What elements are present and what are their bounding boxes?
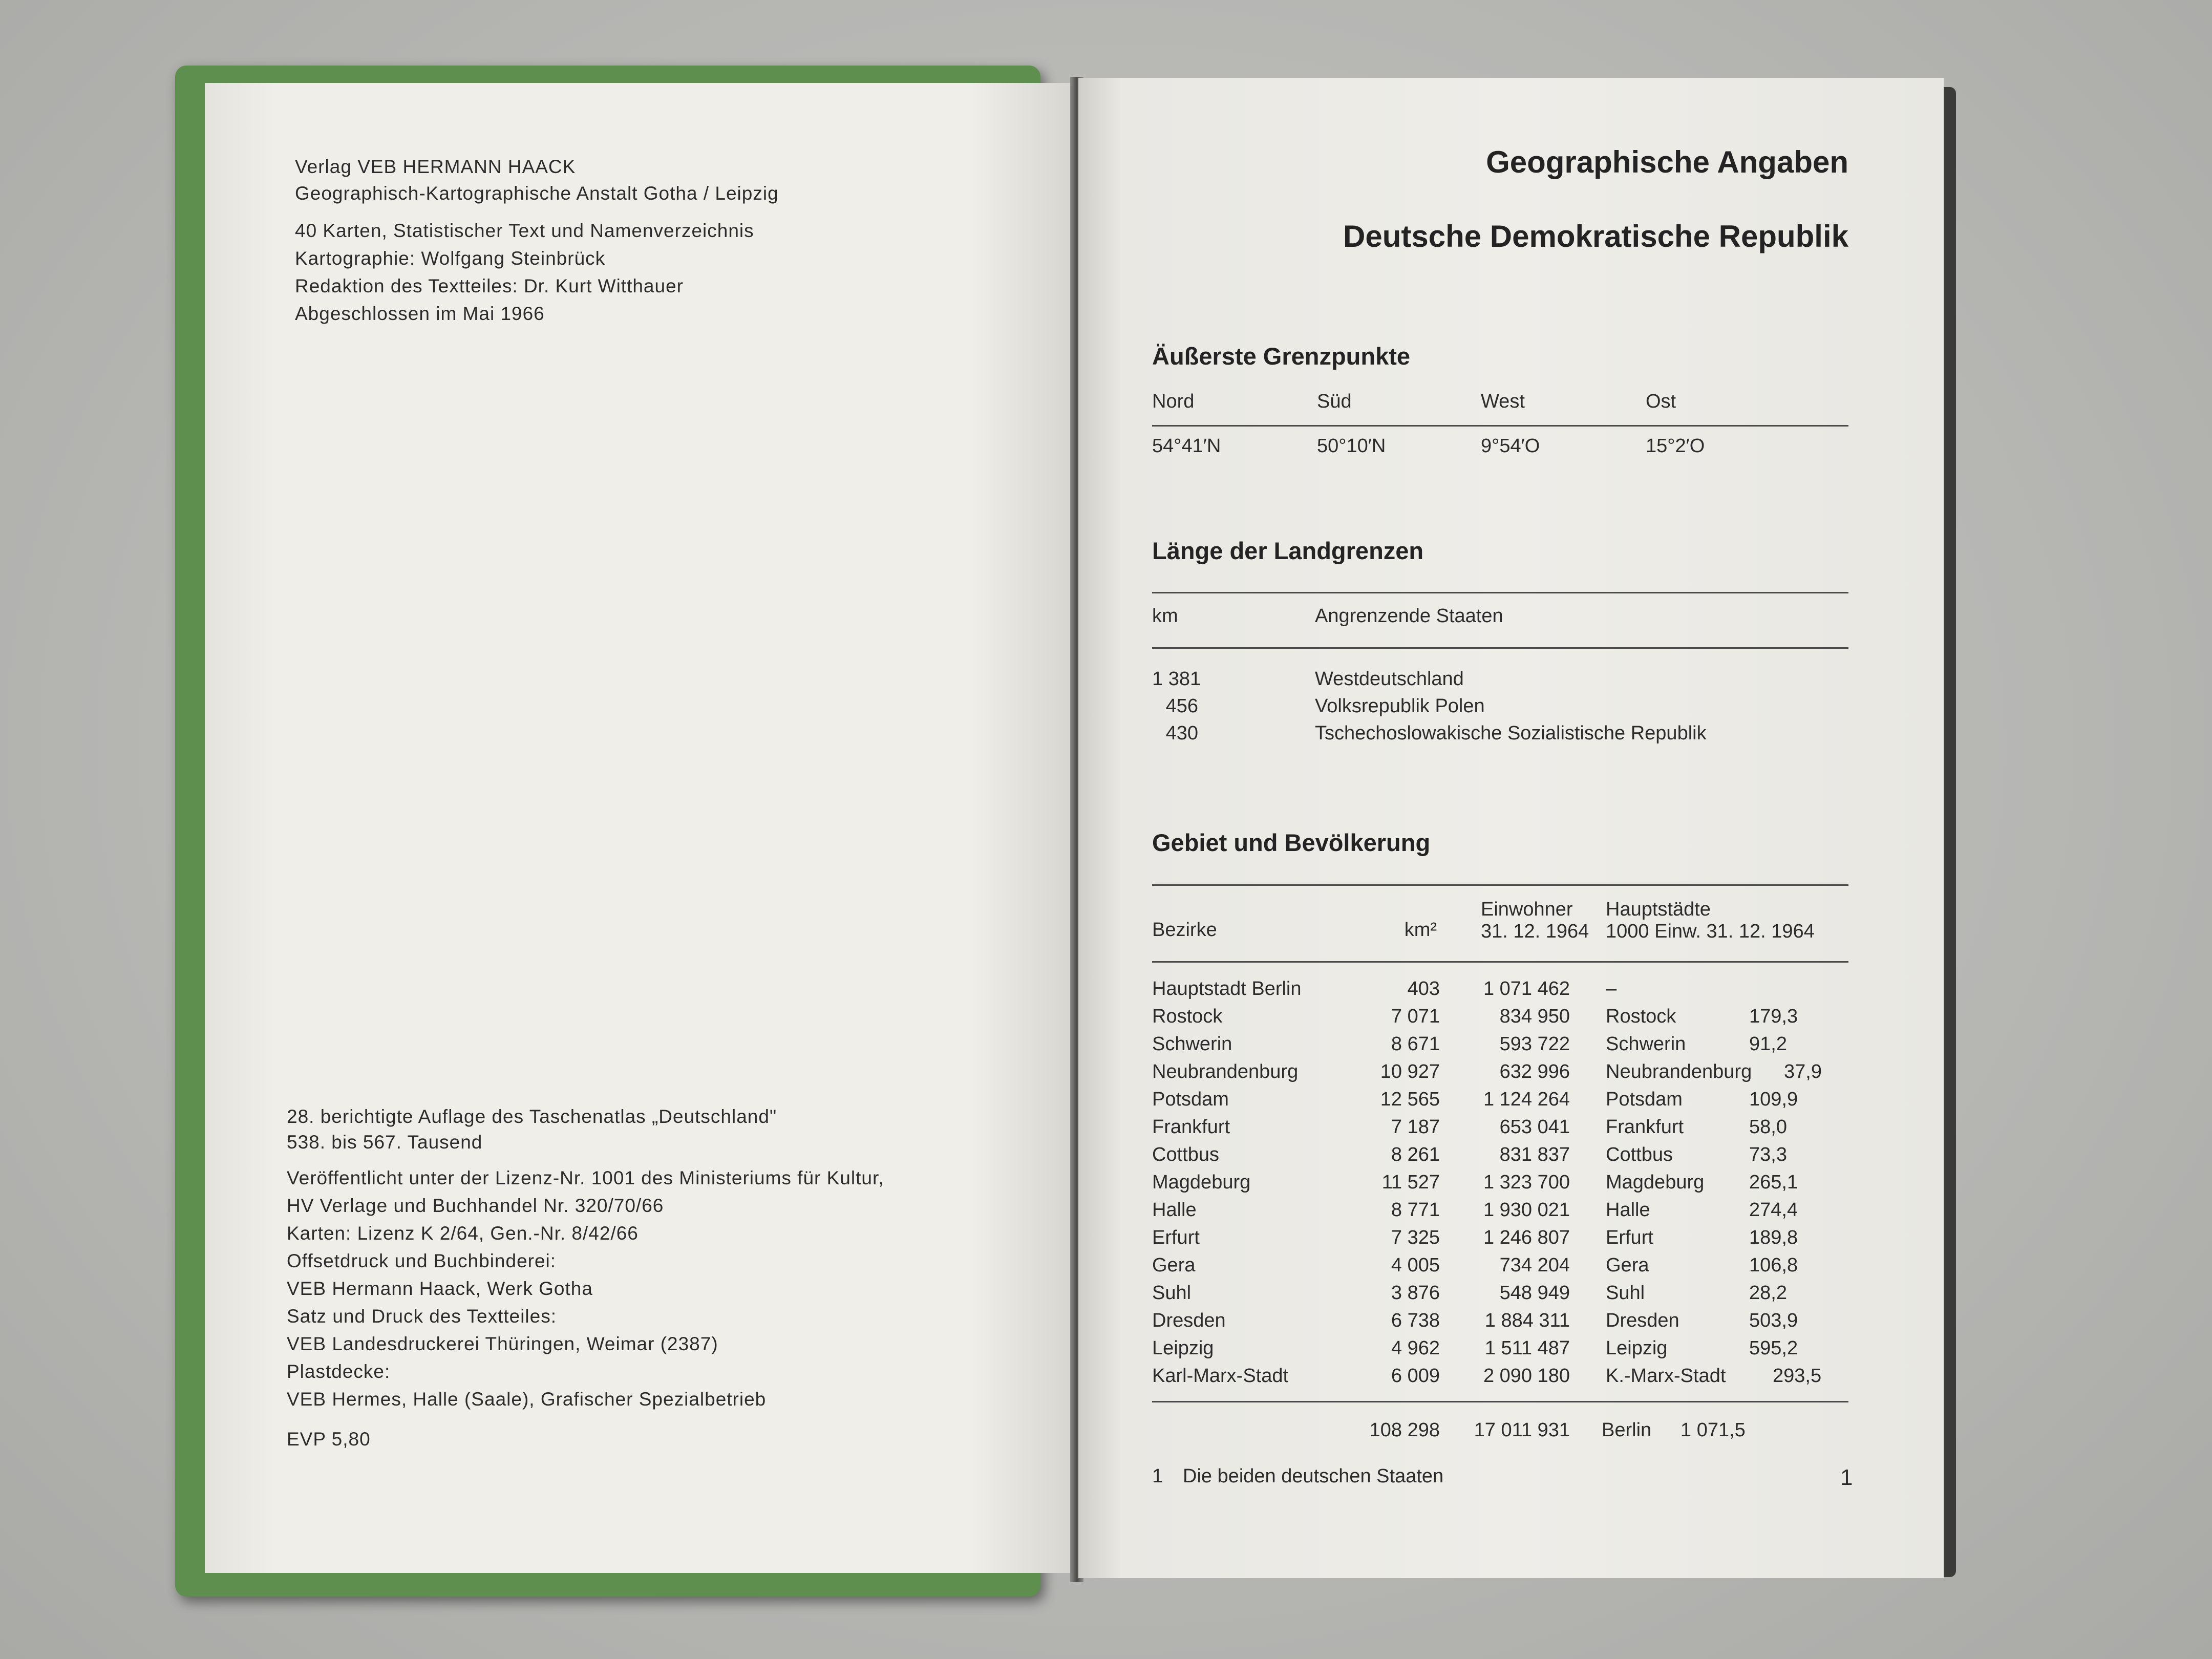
imprint-editor: Redaktion des Textteiles: Dr. Kurt Witthauer bbox=[295, 275, 684, 296]
license-line: VEB Hermes, Halle (Saale), Grafischer Spezialbetrieb bbox=[287, 1389, 767, 1410]
bezirk-name: Cottbus bbox=[1152, 1144, 1219, 1165]
bezirk-einwohner: 632 996 bbox=[1499, 1061, 1570, 1082]
capital-einwohner: 73,3 bbox=[1749, 1144, 1787, 1165]
price: EVP 5,80 bbox=[287, 1429, 371, 1450]
col-bezirke: Bezirke bbox=[1152, 919, 1217, 941]
page-title: Geographische Angaben bbox=[1486, 145, 1848, 179]
capital-einwohner: 274,4 bbox=[1749, 1199, 1798, 1221]
capital-name: Schwerin bbox=[1606, 1033, 1686, 1055]
license-line: Satz und Druck des Textteiles: bbox=[287, 1306, 557, 1327]
license-line: Offsetdruck und Buchbinderei: bbox=[287, 1250, 557, 1271]
capital-name: Gera bbox=[1606, 1254, 1649, 1276]
license-line: Karten: Lizenz K 2/64, Gen.-Nr. 8/42/66 bbox=[287, 1223, 639, 1244]
bezirk-km2: 11 527 bbox=[1381, 1172, 1440, 1193]
bezirk-einwohner: 1 071 462 bbox=[1483, 978, 1570, 999]
rule bbox=[1152, 425, 1848, 427]
bezirk-name: Erfurt bbox=[1152, 1227, 1200, 1248]
bezirk-einwohner: 1 323 700 bbox=[1483, 1172, 1570, 1193]
bezirk-name: Neubrandenburg bbox=[1152, 1061, 1299, 1082]
bezirk-km2: 3 876 bbox=[1391, 1282, 1440, 1304]
bezirk-name: Dresden bbox=[1152, 1310, 1226, 1331]
border-state: Volksrepublik Polen bbox=[1315, 695, 1485, 717]
bezirk-einwohner: 593 722 bbox=[1499, 1033, 1570, 1055]
imprint-cartography: Kartographie: Wolfgang Steinbrück bbox=[295, 248, 606, 269]
capital-name: Magdeburg bbox=[1606, 1172, 1705, 1193]
bezirk-name: Rostock bbox=[1152, 1006, 1223, 1027]
bezirk-einwohner: 1 511 487 bbox=[1484, 1337, 1570, 1359]
footnote-text: Die beiden deutschen Staaten bbox=[1183, 1465, 1444, 1487]
col-hauptstaedte: Hauptstädte bbox=[1606, 899, 1711, 920]
bezirk-name: Leipzig bbox=[1152, 1337, 1214, 1359]
value-west: 9°54′O bbox=[1481, 435, 1540, 457]
bezirk-km2: 7 187 bbox=[1391, 1116, 1440, 1138]
bezirk-km2: 403 bbox=[1407, 978, 1440, 999]
capital-name: Frankfurt bbox=[1606, 1116, 1684, 1138]
bezirk-einwohner: 1 124 264 bbox=[1483, 1089, 1570, 1110]
license-line: HV Verlage und Buchhandel Nr. 320/70/66 bbox=[287, 1195, 664, 1216]
bezirk-km2: 6 738 bbox=[1391, 1310, 1440, 1331]
capital-name: Halle bbox=[1606, 1199, 1650, 1221]
capital-name: Neubrandenburg bbox=[1606, 1061, 1752, 1082]
capital-name: Leipzig bbox=[1606, 1337, 1668, 1359]
rule bbox=[1152, 961, 1848, 963]
capital-name: Dresden bbox=[1606, 1310, 1679, 1331]
capital-name: Potsdam bbox=[1606, 1089, 1683, 1110]
bezirk-name: Schwerin bbox=[1152, 1033, 1232, 1055]
edition-count: 538. bis 567. Tausend bbox=[287, 1132, 483, 1153]
bezirk-km2: 12 565 bbox=[1380, 1089, 1440, 1110]
imprint-institute: Geographisch-Kartographische Anstalt Gotha / Leipzig bbox=[295, 183, 779, 204]
section-heading-grenzpunkte: Äußerste Grenzpunkte bbox=[1152, 343, 1411, 370]
value-nord: 54°41′N bbox=[1152, 435, 1221, 457]
col-hauptstaedte-unit: 1000 Einw. 31. 12. 1964 bbox=[1606, 921, 1815, 942]
section-heading-landgrenzen: Länge der Landgrenzen bbox=[1152, 537, 1424, 564]
license-line: Plastdecke: bbox=[287, 1361, 391, 1382]
capital-einwohner: 106,8 bbox=[1749, 1254, 1798, 1276]
bezirk-einwohner: 1 930 021 bbox=[1483, 1199, 1570, 1221]
total-capital-einw: 1 071,5 bbox=[1681, 1419, 1746, 1441]
total-km2: 108 298 bbox=[1369, 1419, 1440, 1441]
capital-einwohner: 28,2 bbox=[1749, 1282, 1787, 1304]
capital-name: – bbox=[1606, 978, 1617, 999]
bezirk-einwohner: 2 090 180 bbox=[1483, 1365, 1570, 1387]
imprint-completed: Abgeschlossen im Mai 1966 bbox=[295, 303, 545, 324]
bezirk-km2: 4 005 bbox=[1391, 1254, 1440, 1276]
capital-einwohner: 58,0 bbox=[1749, 1116, 1787, 1138]
value-ost: 15°2′O bbox=[1646, 435, 1705, 457]
bezirk-name: Frankfurt bbox=[1152, 1116, 1230, 1138]
col-einwohner-date: 31. 12. 1964 bbox=[1481, 921, 1589, 942]
capital-name: K.-Marx-Stadt bbox=[1606, 1365, 1726, 1387]
capital-einwohner: 189,8 bbox=[1749, 1227, 1798, 1248]
capital-einwohner: 37,9 bbox=[1784, 1061, 1822, 1082]
imprint-publisher: Verlag VEB HERMANN HAACK bbox=[295, 156, 576, 177]
capital-einwohner: 91,2 bbox=[1749, 1033, 1787, 1055]
bezirk-km2: 7 325 bbox=[1391, 1227, 1440, 1248]
capital-name: Erfurt bbox=[1606, 1227, 1653, 1248]
col-km2: km² bbox=[1404, 919, 1437, 941]
section-heading-gebiet: Gebiet und Bevölkerung bbox=[1152, 829, 1431, 856]
capital-einwohner: 503,9 bbox=[1749, 1310, 1798, 1331]
col-west: West bbox=[1481, 391, 1525, 412]
bezirk-name: Gera bbox=[1152, 1254, 1196, 1276]
bezirk-einwohner: 834 950 bbox=[1499, 1006, 1570, 1027]
capital-einwohner: 179,3 bbox=[1749, 1006, 1798, 1027]
bezirk-km2: 8 261 bbox=[1391, 1144, 1440, 1165]
bezirk-km2: 6 009 bbox=[1391, 1365, 1440, 1387]
col-sued: Süd bbox=[1317, 391, 1352, 412]
bezirk-name: Magdeburg bbox=[1152, 1172, 1251, 1193]
rule bbox=[1152, 1401, 1848, 1402]
capital-einwohner: 293,5 bbox=[1773, 1365, 1822, 1387]
bezirk-einwohner: 653 041 bbox=[1499, 1116, 1570, 1138]
capital-name: Rostock bbox=[1606, 1006, 1676, 1027]
rule bbox=[1152, 592, 1848, 593]
bezirk-einwohner: 1 884 311 bbox=[1484, 1310, 1570, 1331]
capital-einwohner: 595,2 bbox=[1749, 1337, 1798, 1359]
bezirk-name: Halle bbox=[1152, 1199, 1197, 1221]
border-km: 430 bbox=[1165, 722, 1198, 744]
page-subtitle: Deutsche Demokratische Republik bbox=[1343, 219, 1848, 253]
bezirk-name: Potsdam bbox=[1152, 1089, 1229, 1110]
capital-name: Suhl bbox=[1606, 1282, 1645, 1304]
edition-line: 28. berichtigte Auflage des Taschenatlas „Deutschland" bbox=[287, 1106, 777, 1127]
bezirk-km2: 8 771 bbox=[1391, 1199, 1440, 1221]
rule bbox=[1152, 647, 1848, 649]
col-nord: Nord bbox=[1152, 391, 1195, 412]
border-state: Westdeutschland bbox=[1315, 668, 1464, 690]
bezirk-einwohner: 831 837 bbox=[1499, 1144, 1570, 1165]
bezirk-km2: 4 962 bbox=[1391, 1337, 1440, 1359]
bezirk-einwohner: 734 204 bbox=[1499, 1254, 1570, 1276]
license-line: VEB Landesdruckerei Thüringen, Weimar (2387) bbox=[287, 1333, 718, 1354]
license-line: VEB Hermann Haack, Werk Gotha bbox=[287, 1278, 593, 1299]
left-page bbox=[205, 83, 1075, 1573]
page-number: 1 bbox=[1840, 1465, 1853, 1490]
bezirk-km2: 8 671 bbox=[1391, 1033, 1440, 1055]
bezirk-name: Hauptstadt Berlin bbox=[1152, 978, 1302, 999]
border-km: 456 bbox=[1165, 695, 1198, 717]
rule bbox=[1152, 884, 1848, 886]
border-state: Tschechoslowakische Sozialistische Republik bbox=[1315, 722, 1707, 744]
bezirk-einwohner: 548 949 bbox=[1499, 1282, 1570, 1304]
col-km: km bbox=[1152, 605, 1178, 627]
bezirk-km2: 7 071 bbox=[1391, 1006, 1440, 1027]
right-page bbox=[1078, 78, 1944, 1578]
footnote-number: 1 bbox=[1152, 1465, 1163, 1487]
total-einwohner: 17 011 931 bbox=[1474, 1419, 1570, 1441]
capital-name: Cottbus bbox=[1606, 1144, 1673, 1165]
capital-einwohner: 265,1 bbox=[1749, 1172, 1798, 1193]
capital-einwohner: 109,9 bbox=[1749, 1089, 1798, 1110]
license-line: Veröffentlicht unter der Lizenz-Nr. 1001 des Ministeriums für Kultur, bbox=[287, 1167, 884, 1188]
total-capital: Berlin bbox=[1602, 1419, 1652, 1441]
bezirk-name: Suhl bbox=[1152, 1282, 1192, 1304]
bezirk-km2: 10 927 bbox=[1380, 1061, 1440, 1082]
border-km: 1 381 bbox=[1152, 668, 1201, 690]
bezirk-name: Karl-Marx-Stadt bbox=[1152, 1365, 1289, 1387]
col-ost: Ost bbox=[1646, 391, 1676, 412]
imprint-content: 40 Karten, Statistischer Text und Namenverzeichnis bbox=[295, 220, 754, 241]
bezirk-einwohner: 1 246 807 bbox=[1483, 1227, 1570, 1248]
col-angrenzende-staaten: Angrenzende Staaten bbox=[1315, 605, 1503, 627]
col-einwohner: Einwohner bbox=[1481, 899, 1573, 920]
value-sued: 50°10′N bbox=[1317, 435, 1386, 457]
